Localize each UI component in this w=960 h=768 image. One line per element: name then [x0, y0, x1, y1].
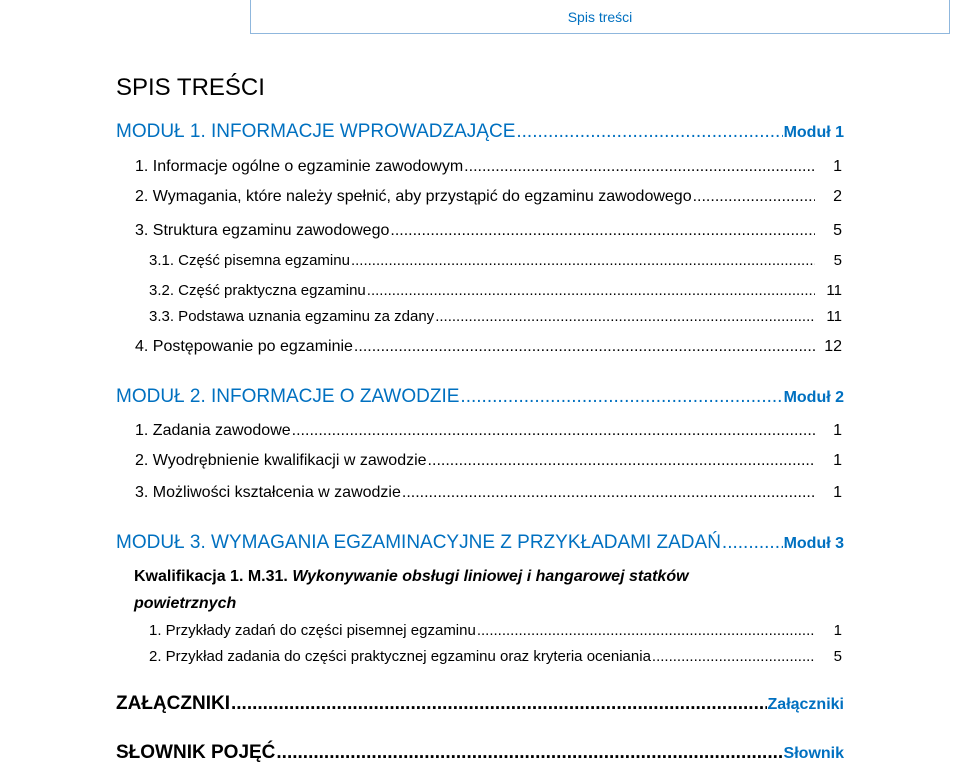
- toc-leader: [435, 308, 815, 325]
- toc-label: 3.3. Podstawa uznania egzaminu za zdany: [149, 308, 435, 325]
- toc-item[interactable]: [135, 158, 842, 176]
- toc-glossary[interactable]: [116, 742, 844, 764]
- toc-page: Słownik: [783, 745, 844, 762]
- toc-label: MODUŁ 1. INFORMACJE WPROWADZAJĄCE: [116, 121, 516, 142]
- toc-label: SŁOWNIK POJĘĆ: [116, 742, 276, 763]
- qualification-line-1[interactable]: [134, 568, 689, 586]
- toc-page: 11: [826, 308, 842, 325]
- toc-item[interactable]: [149, 252, 842, 269]
- toc-page: Moduł 3: [783, 535, 844, 552]
- toc-leader: [460, 386, 782, 408]
- header-tab: [250, 0, 950, 34]
- qualification-line-2[interactable]: [134, 595, 236, 613]
- toc-leader: [402, 484, 815, 502]
- toc-item[interactable]: [135, 188, 842, 206]
- toc-item[interactable]: [149, 282, 842, 299]
- toc-leader: [516, 121, 782, 143]
- toc-module-3[interactable]: [116, 532, 844, 554]
- toc-label: 2. Przykład zadania do części praktycznej egzaminu oraz kryteria oceniania: [149, 648, 651, 665]
- toc-page: 1: [833, 422, 842, 439]
- toc-page: 1: [833, 622, 842, 639]
- toc-item[interactable]: [135, 222, 842, 240]
- toc-item[interactable]: [135, 422, 842, 440]
- toc-item[interactable]: [135, 338, 842, 356]
- toc-leader: [390, 222, 815, 240]
- toc-module-2[interactable]: [116, 386, 844, 408]
- toc-label: 2. Wyodrębnienie kwalifikacji w zawodzie: [135, 452, 427, 469]
- toc-item[interactable]: [149, 622, 842, 639]
- toc-leader: [652, 648, 815, 665]
- toc-page: Moduł 2: [783, 389, 844, 406]
- toc-label: ZAŁĄCZNIKI: [116, 693, 230, 714]
- toc-leader: [464, 158, 815, 176]
- toc-label: 4. Postępowanie po egzaminie: [135, 338, 353, 355]
- toc-leader: [354, 338, 815, 356]
- qualification-title: Wykonywanie obsługi liniowej i hangarowej statków: [292, 568, 689, 585]
- toc-page: 5: [833, 648, 842, 665]
- toc-page: 1: [833, 452, 842, 469]
- header-tab-label: Spis treści: [567, 8, 633, 25]
- toc-page: 5: [833, 222, 842, 239]
- toc-label: MODUŁ 3. WYMAGANIA EGZAMINACYJNE Z PRZYKŁADAMI ZADAŃ: [116, 532, 721, 553]
- toc-leader: [231, 693, 767, 715]
- toc-label: 1. Informacje ogólne o egzaminie zawodowym: [135, 158, 464, 175]
- toc-label: 1. Zadania zawodowe: [135, 422, 291, 439]
- toc-item[interactable]: [135, 484, 842, 502]
- toc-page: 12: [824, 338, 842, 355]
- toc-leader: [477, 622, 815, 639]
- toc-label: 3.2. Część praktyczna egzaminu: [149, 282, 366, 299]
- toc-page: 2: [833, 188, 842, 205]
- toc-item[interactable]: [149, 648, 842, 665]
- page-title: SPIS TREŚCI: [116, 74, 265, 101]
- toc-leader: [722, 532, 783, 554]
- toc-page: 1: [833, 484, 842, 501]
- toc-leader: [292, 422, 815, 440]
- qualification-title-cont: powietrznych: [134, 595, 237, 612]
- toc-label: 1. Przykłady zadań do części pisemnej egzaminu: [149, 622, 476, 639]
- qualification-prefix: Kwalifikacja 1. M.31.: [134, 568, 288, 585]
- toc-leader: [428, 452, 815, 470]
- toc-page: 5: [833, 252, 842, 269]
- toc-page: 1: [833, 158, 842, 175]
- toc-label: 3. Struktura egzaminu zawodowego: [135, 222, 390, 239]
- toc-leader: [367, 282, 815, 299]
- toc-label: 3. Możliwości kształcenia w zawodzie: [135, 484, 401, 501]
- toc-module-1[interactable]: [116, 121, 844, 143]
- toc-page: Moduł 1: [783, 124, 844, 141]
- toc-leader: [276, 742, 782, 764]
- toc-leader: [351, 252, 815, 269]
- toc-item[interactable]: [135, 452, 842, 470]
- toc-page: Załączniki: [767, 696, 844, 713]
- toc-label: MODUŁ 2. INFORMACJE O ZAWODZIE: [116, 386, 460, 407]
- toc-leader: [693, 188, 815, 206]
- toc-item[interactable]: [149, 308, 842, 325]
- toc-page: 11: [826, 282, 842, 299]
- toc-label: 3.1. Część pisemna egzaminu: [149, 252, 350, 269]
- toc-label: 2. Wymagania, które należy spełnić, aby przystąpić do egzaminu zawodowego: [135, 188, 692, 205]
- toc-appendices[interactable]: [116, 693, 844, 715]
